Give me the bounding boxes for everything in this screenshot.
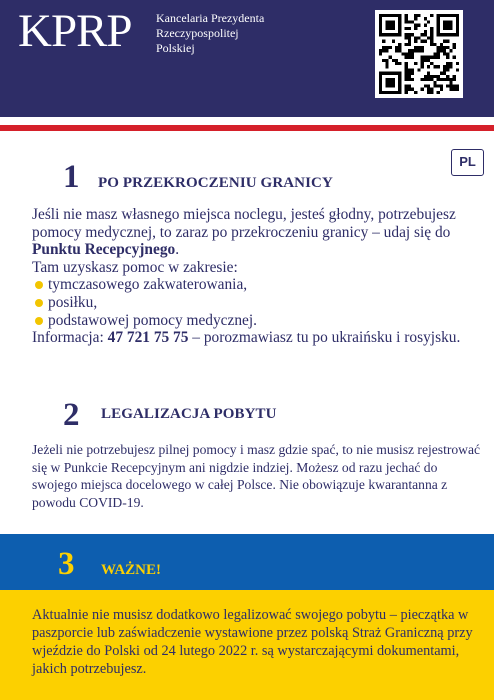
section-1-intro: Jeśli nie masz własnego miejsca noclegu, jesteś głodny, potrzebujesz pomocy medycznej, to zaraz po przekroczeniu granicy – udaj się do Punktu Recepcyjnego. [32,206,456,259]
red-stripe [0,125,494,131]
qr-code[interactable] [375,10,463,98]
org-line-3: Polskiej [156,41,195,55]
section-3-number: 3 [58,546,75,582]
section-3-title: WAŻNE! [101,562,162,578]
section-2-number: 2 [63,397,80,433]
info-line: Informacja: 47 721 75 75 – porozmawiasz tu po ukraińsku i rosyjsku. [32,329,461,347]
org-line-2: Rzeczypospolitej [156,26,239,40]
kprp-logo: KPRP [18,5,132,57]
header-banner [0,0,494,117]
info-phone[interactable]: 47 721 75 75 [107,329,189,347]
section-3-body: Aktualnie nie musisz dodatkowo legalizować swojego pobytu – pieczątka w paszporcie lub zaświadczenie wystawione przez polską Straż Graniczną przy wjeździe do Polski od 24 lutego 2022 r. są wystarczającymi dokumentami, jakich potrzebujesz. [32,607,473,677]
list-item: posiłku, [32,294,482,312]
list-item: tymczasowego zakwaterowania, [32,276,482,294]
org-line-1: Kancelaria Prezydenta [156,11,265,25]
section-1-title: PO PRZEKROCZENIU GRANICY [98,175,333,191]
white-stripe [0,117,494,125]
language-badge[interactable]: PL [451,149,484,176]
organization-name [156,11,264,56]
reception-point-label: Punktu Recepcyjnego [32,241,176,259]
section-2-body: Jeżeli nie potrzebujesz pilnej pomocy i masz gdzie spać, to nie musisz rejestrować się w Punkcie Recepcyjnym ani nigdzie indziej. Możesz od razu jechać do swojego miejsca docelowego w całej Polsce. Nie obowiązuje kwarantanna z powodu COVID-19. [32,442,481,510]
section-1-number: 1 [63,159,80,195]
help-list [32,276,482,329]
section-1-body [32,206,482,347]
qr-code-icon [379,14,459,94]
section-2-title: LEGALIZACJA POBYTU [101,406,277,422]
section-1-help-line: Tam uzyskasz pomoc w zakresie: [32,258,238,276]
list-item: podstawowej pomocy medycznej. [32,312,482,330]
